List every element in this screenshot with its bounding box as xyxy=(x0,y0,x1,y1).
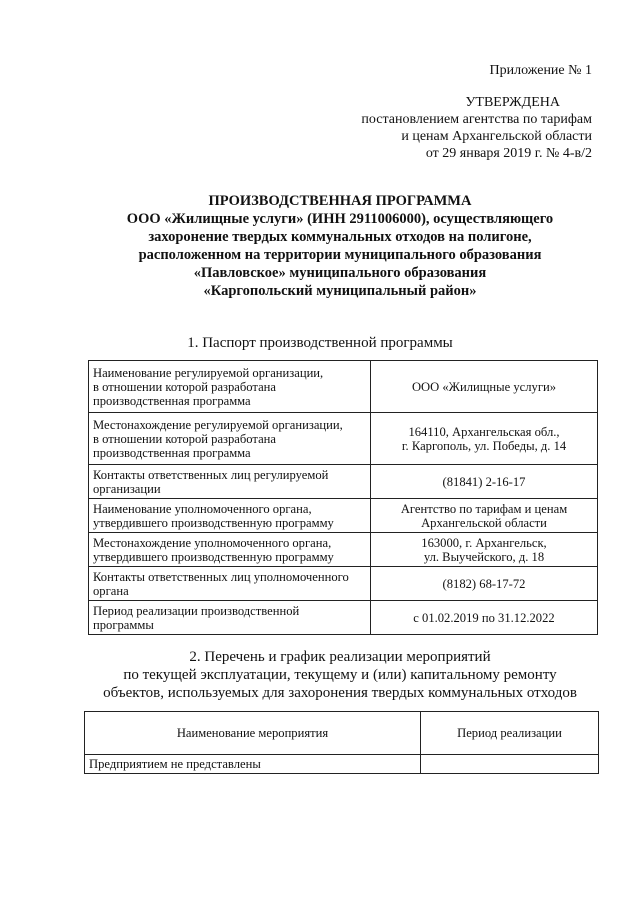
table-cell-value xyxy=(371,533,598,567)
table-cell-value xyxy=(371,601,598,635)
cell-text: организации xyxy=(93,481,161,496)
table-cell-key xyxy=(89,465,371,499)
cell-text: Контакты ответственных лиц регулируемой xyxy=(93,467,329,482)
cell-text: производственная программа xyxy=(93,445,251,460)
cell-text: Местонахождение регулируемой организации, xyxy=(93,417,343,432)
table-cell-value xyxy=(371,465,598,499)
cell-text: производственная программа xyxy=(93,393,251,408)
cell-text: Наименование регулируемой организации, xyxy=(93,365,324,380)
table-cell-value xyxy=(371,567,598,601)
cell-text: (81841) 2-16-17 xyxy=(442,474,526,489)
title-line-6: «Каргопольский муниципальный район» xyxy=(203,283,477,299)
cell-text: утвердившего производственную программу xyxy=(93,549,334,564)
title-line-2: ООО «Жилищные услуги» (ИНН 2911006000), осуществляющего xyxy=(126,211,554,227)
column-header-period: Период реализации xyxy=(421,712,599,755)
section-2-heading xyxy=(40,648,640,702)
activities-table xyxy=(84,711,599,774)
table-row xyxy=(89,361,598,413)
section-1-heading: 1. Паспорт производственной программы xyxy=(187,335,453,351)
cell-text: 164110, Архангельская обл., xyxy=(408,424,560,439)
table-row xyxy=(89,499,598,533)
cell-text: органа xyxy=(93,583,129,598)
table-header-row xyxy=(85,712,599,755)
cell-text: программы xyxy=(93,617,154,632)
appendix-label: Приложение № 1 xyxy=(489,63,592,78)
title-line-4: расположенном на территории муниципального образования xyxy=(138,247,542,263)
table-row xyxy=(85,755,599,774)
title-line-3: захоронение твердых коммунальных отходов на полигоне, xyxy=(148,229,532,245)
table-cell-key xyxy=(89,601,371,635)
approval-block xyxy=(292,62,592,162)
table-cell-activity: Предприятием не представлены xyxy=(85,755,421,774)
table-cell-key xyxy=(89,499,371,533)
table-cell-key xyxy=(89,413,371,465)
cell-text: Агентство по тарифам и ценам xyxy=(400,501,568,516)
table-cell-value xyxy=(371,361,598,413)
document-title xyxy=(60,192,620,300)
table-cell-period xyxy=(421,755,599,774)
approval-line-2: и ценам Архангельской области xyxy=(401,129,592,144)
table-row xyxy=(89,601,598,635)
cell-text: Местонахождение уполномоченного органа, xyxy=(93,535,332,550)
table-cell-value xyxy=(371,413,598,465)
table-row xyxy=(89,533,598,567)
table-row xyxy=(89,413,598,465)
table-row xyxy=(89,567,598,601)
title-line-5: «Павловское» муниципального образования xyxy=(193,265,487,281)
cell-text: утвердившего производственную программу xyxy=(93,515,334,530)
cell-text: в отношении которой разработана xyxy=(93,431,277,446)
section-2-heading-line-2: по текущей эксплуатации, текущему и (или) капитальному ремонту xyxy=(123,667,557,683)
table-cell-key xyxy=(89,533,371,567)
cell-text: ООО «Жилищные услуги» xyxy=(411,379,557,394)
cell-text: г. Каргополь, ул. Победы, д. 14 xyxy=(401,438,567,453)
cell-text: Период реализации производственной xyxy=(93,603,300,618)
table-cell-key xyxy=(89,361,371,413)
cell-text: (8182) 68-17-72 xyxy=(442,576,526,591)
cell-text: Наименование уполномоченного органа, xyxy=(93,501,312,516)
approval-line-3: от 29 января 2019 г. № 4-в/2 xyxy=(425,146,592,161)
cell-text: 163000, г. Архангельск, xyxy=(421,535,547,550)
approved-label: УТВЕРЖДЕНА xyxy=(465,95,560,110)
cell-text: в отношении которой разработана xyxy=(93,379,277,394)
cell-text: с 01.02.2019 по 31.12.2022 xyxy=(413,610,555,625)
cell-text: ул. Выучейского, д. 18 xyxy=(423,549,545,564)
table-cell-key xyxy=(89,567,371,601)
column-header-activity: Наименование мероприятия xyxy=(85,712,421,755)
section-2-heading-line-1: 2. Перечень и график реализации мероприятий xyxy=(189,649,491,665)
section-2-heading-line-3: объектов, используемых для захоронения твердых коммунальных отходов xyxy=(103,685,577,701)
approval-line-1: постановлением агентства по тарифам xyxy=(361,112,592,127)
cell-text: Контакты ответственных лиц уполномоченного xyxy=(93,569,349,584)
cell-text: Архангельской области xyxy=(421,515,547,530)
title-line-1: ПРОИЗВОДСТВЕННАЯ ПРОГРАММА xyxy=(208,193,472,209)
passport-table xyxy=(88,360,598,635)
table-row xyxy=(89,465,598,499)
table-cell-value xyxy=(371,499,598,533)
